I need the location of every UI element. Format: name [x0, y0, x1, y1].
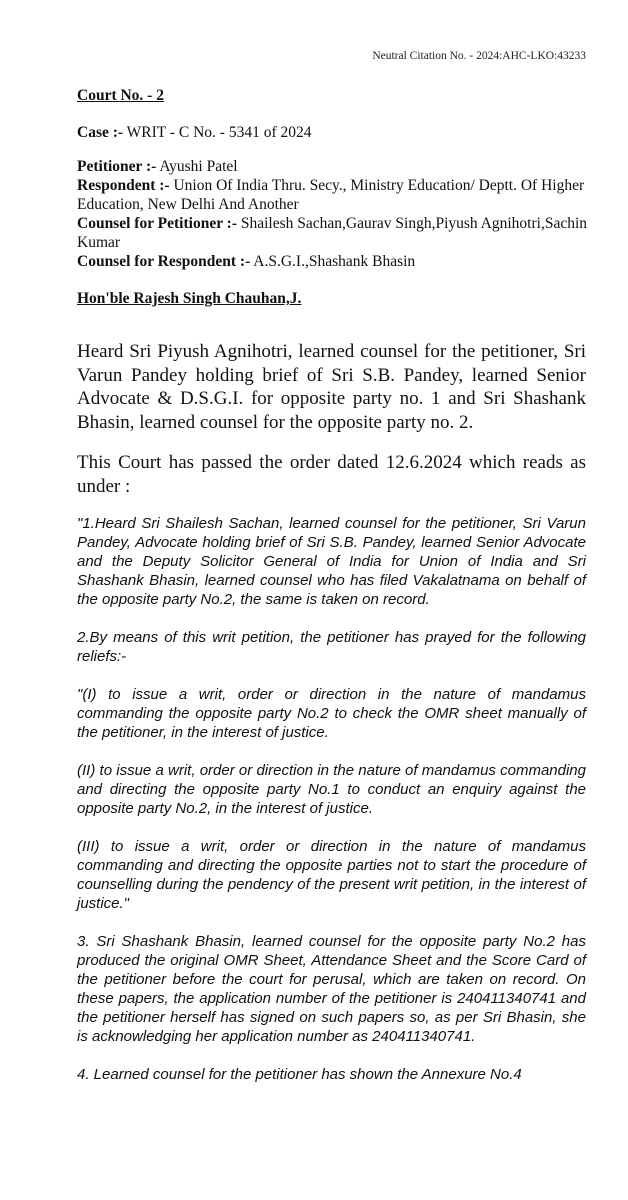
- respondent-line: [77, 176, 588, 214]
- body-paragraph: This Court has passed the order dated 12.6.2024 which reads as under :: [77, 452, 586, 497]
- quote-paragraph: 2.By means of this writ petition, the petitioner has prayed for the following reliefs:-: [77, 629, 586, 665]
- petitioner-line: [77, 157, 588, 176]
- petitioner-label: Petitioner :-: [77, 158, 157, 175]
- counsel-respondent-line: [77, 252, 588, 271]
- case-value: WRIT - C No. - 5341 of 2024: [126, 124, 312, 141]
- counsel-petitioner-line: [77, 214, 588, 252]
- body-paragraph: Heard Sri Piyush Agnihotri, learned counsel for the petitioner, Sri Varun Pandey holding brief of Sri S.B. Pandey, learned Senior Advocate & D.S.G.I. for opposite party no. 1 and Sri Shashank Bhasin, learned counsel for the opposite party no. 2.: [77, 341, 586, 433]
- judge-name: Hon'ble Rajesh Singh Chauhan,J.: [77, 290, 302, 307]
- quote-paragraph: (III) to issue a writ, order or direction in the nature of mandamus commanding and directing the opposite parties not to start the procedure of counselling during the pendency of the present writ petition, in the interest of justice.": [77, 838, 586, 912]
- respondent-value: Union Of India Thru. Secy., Ministry Education/ Deptt. Of Higher Education, New Delhi And Another: [77, 177, 585, 213]
- respondent-label: Respondent :-: [77, 177, 170, 194]
- case-header: [77, 86, 588, 308]
- counsel-respondent-label: Counsel for Respondent :-: [77, 253, 251, 270]
- quote-paragraph: 3. Sri Shashank Bhasin, learned counsel for the opposite party No.2 has produced the original OMR Sheet, Attendance Sheet and the Score Card of the petitioner before the court for perusal, which are taken on record. On these papers, the application number of the petitioner is 240411340741 and the petitioner herself has signed on such papers so, as per Sri Bhasin, she is acknowledging her application number as 240411340741.: [77, 933, 586, 1045]
- counsel-petitioner-label: Counsel for Petitioner :-: [77, 215, 237, 232]
- quote-paragraph: "(I) to issue a writ, order or direction in the nature of mandamus commanding the opposite party No.2 to check the OMR sheet manually of the petitioner, in the interest of justice.: [77, 686, 586, 741]
- counsel-respondent-value: A.S.G.I.,Shashank Bhasin: [253, 253, 416, 270]
- neutral-citation: Neutral Citation No. - 2024:AHC-LKO:43233: [372, 50, 586, 62]
- case-line: [77, 123, 588, 142]
- court-number: Court No. - 2: [77, 87, 164, 104]
- counsel-petitioner-value: Shailesh Sachan,Gaurav Singh,Piyush Agnihotri,Sachin Kumar: [77, 215, 588, 251]
- quote-paragraph: 4. Learned counsel for the petitioner has shown the Annexure No.4: [77, 1066, 522, 1083]
- quoted-order: [77, 514, 586, 1084]
- quote-paragraph: (II) to issue a writ, order or direction in the nature of mandamus commanding and directing the opposite party No.1 to conduct an enquiry against the opposite party No.2, in the interest of justice.: [77, 762, 586, 817]
- quote-paragraph: "1.Heard Sri Shailesh Sachan, learned counsel for the petitioner, Sri Varun Pandey, Advocate holding brief of Sri S.B. Pandey, learned Senior Advocate and the Deputy Solicitor General of India for Union of India and Sri Shashank Bhasin, learned counsel who has filed Vakalatnama on behalf of the opposite party No.2, the same is taken on record.: [77, 515, 586, 608]
- case-label: Case :-: [77, 124, 124, 141]
- petitioner-value: Ayushi Patel: [159, 158, 238, 175]
- order-body: [77, 340, 586, 498]
